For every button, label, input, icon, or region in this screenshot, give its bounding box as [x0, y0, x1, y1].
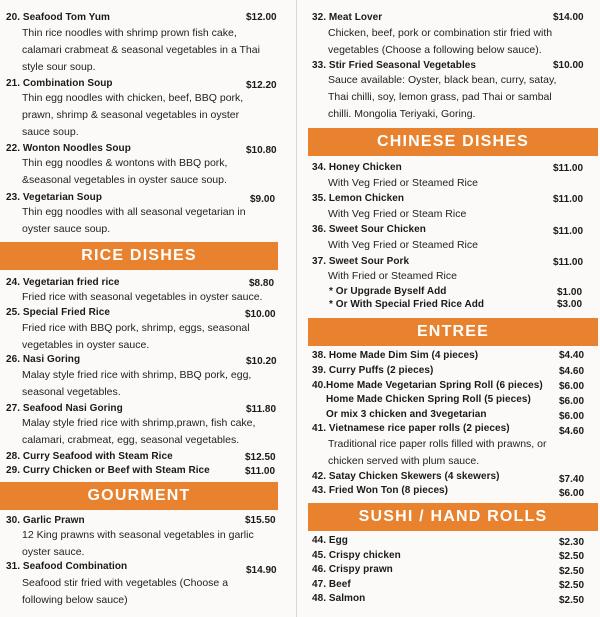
item-price: $11.00 — [553, 226, 584, 237]
item-price: $4.40 — [559, 350, 585, 361]
item-price: $6.00 — [559, 381, 585, 392]
item-price: $2.50 — [559, 551, 585, 562]
item-description: Thin egg noodles with all seasonal vegetarian in oyster sauce soup. — [22, 206, 246, 235]
item-price: $9.00 — [250, 194, 276, 205]
item-price: $12.20 — [246, 80, 277, 91]
item-name: 48. Salmon — [312, 593, 366, 604]
item-name: 35. Lemon Chicken — [312, 193, 404, 204]
item-description: With Veg Fried or Steamed Rice — [328, 177, 478, 189]
item-description: With Veg Fried or Steam Rice — [328, 208, 467, 220]
item-name: 40.Home Made Vegetarian Spring Roll (6 pieces) — [312, 380, 543, 391]
item-description: Thin egg noodles with chicken, beef, BBQ pork, prawn, shrimp & seasonal vegetables in oyster sauce soup. — [22, 92, 244, 138]
item-price: $11.00 — [553, 163, 584, 174]
item-name: 41. Vietnamese rice paper rolls (2 pieces) — [312, 423, 510, 434]
item-price: $15.50 — [245, 515, 276, 526]
item-name: 33. Stir Fried Seasonal Vegetables — [312, 60, 476, 71]
item-price: $14.90 — [246, 565, 277, 576]
item-description: Malay style fried rice with shrimp, BBQ pork, egg, seasonal vegetables. — [22, 369, 252, 398]
item-description: With Veg Fried or Steamed Rice — [328, 239, 478, 251]
item-description: Thin egg noodles & wontons with BBQ pork, &seasonal vegetables in oyster sauce soup. — [22, 157, 228, 186]
item-name: 36. Sweet Sour Chicken — [312, 224, 426, 235]
item-description: With Fried or Steamed Rice — [328, 270, 457, 282]
item-price: $2.50 — [559, 580, 585, 591]
item-price: $2.50 — [559, 595, 585, 606]
item-price: $2.30 — [559, 537, 585, 548]
item-name: 46. Crispy prawn — [312, 564, 393, 575]
item-price: $3.00 — [557, 299, 583, 310]
item-name: 44. Egg — [312, 535, 348, 546]
item-name: 38. Home Made Dim Sim (4 pieces) — [312, 350, 479, 361]
item-name: 34. Honey Chicken — [312, 162, 402, 173]
item-price: $4.60 — [559, 366, 585, 377]
item-description: Chicken, beef, pork or combination stir fried with vegetables (Choose a following below sauce). — [328, 27, 553, 56]
item-description: Fried rice with BBQ pork, shrimp, eggs, seasonal vegetables in oyster sauce. — [22, 322, 250, 351]
item-name: 26. Nasi Goring — [6, 354, 81, 365]
item-description: Traditional rice paper rolls filled with prawns, or chicken served with plum sauce. — [328, 438, 547, 467]
item-price: $12.00 — [246, 12, 277, 23]
item-name: 29. Curry Chicken or Beef with Steam Rice — [6, 465, 210, 476]
item-price: $6.00 — [559, 396, 585, 407]
item-name: 20. Seafood Tom Yum — [6, 12, 110, 23]
item-price: $7.40 — [559, 474, 585, 485]
item-description: Seafood stir fried with vegetables (Choose a following below sauce) — [22, 577, 229, 606]
item-description: Malay style fried rice with shrimp,prawn, fish cake, calamari, crabmeat, egg, seasonal vegetables. — [22, 417, 256, 446]
item-price: $12.50 — [245, 452, 276, 463]
item-price: $6.00 — [559, 488, 585, 499]
item-name: 23. Vegetarian Soup — [6, 192, 102, 203]
item-name: 25. Special Fried Rice — [6, 307, 110, 318]
item-price: $1.00 — [557, 287, 583, 298]
item-price: $6.00 — [559, 411, 585, 422]
section-banner-gourment: GOURMENT — [0, 482, 278, 510]
item-name: 37. Sweet Sour Pork — [312, 256, 410, 267]
item-name: 45. Crispy chicken — [312, 550, 401, 561]
item-price: $11.80 — [246, 404, 277, 415]
item-price: $11.00 — [553, 257, 584, 268]
item-name: 43. Fried Won Ton (8 pieces) — [312, 485, 449, 496]
item-description: Fried rice with seasonal vegetables in oyster sauce. — [22, 291, 263, 303]
item-name: 24. Vegetarian fried rice — [6, 277, 120, 288]
item-price: $2.50 — [559, 566, 585, 577]
item-name: 22. Wonton Noodles Soup — [6, 143, 131, 154]
item-description: 12 King prawns with seasonal vegetables in garlic oyster sauce. — [22, 529, 254, 558]
item-price: $10.20 — [246, 356, 277, 367]
item-name: 28. Curry Seafood with Steam Rice — [6, 451, 173, 462]
item-price: $14.00 — [553, 12, 584, 23]
item-name: Home Made Chicken Spring Roll (5 pieces) — [326, 394, 531, 405]
item-description: Thin rice noodles with shrimp prown fish cake, calamari crabmeat & seasonal vegetables in a Thai style sour soup. — [22, 27, 260, 73]
item-name: * Or Upgrade Byself Add — [329, 286, 447, 297]
item-name: 27. Seafood Nasi Goring — [6, 403, 123, 414]
column-divider — [296, 0, 297, 617]
item-price: $10.00 — [553, 60, 584, 71]
item-name: 31. Seafood Combination — [6, 561, 128, 572]
item-description: Sauce available: Oyster, black bean, curry, satay, Thai chilli, soy, lemon grass, pad Thai or sambal chilli. Mongolia Teriyaki, Goring. — [328, 74, 557, 120]
section-banner-entree: ENTREE — [308, 318, 598, 346]
item-price: $11.00 — [245, 466, 276, 477]
item-price: $10.00 — [245, 309, 276, 320]
item-price: $8.80 — [249, 278, 275, 289]
item-price: $4.60 — [559, 426, 585, 437]
item-name: 47. Beef — [312, 579, 351, 590]
item-price: $10.80 — [246, 145, 277, 156]
item-name: 39. Curry Puffs (2 pieces) — [312, 365, 434, 376]
section-banner-sushi-hand-rolls: SUSHI / HAND ROLLS — [308, 503, 598, 531]
item-name: 30. Garlic Prawn — [6, 515, 85, 526]
item-price: $11.00 — [553, 194, 584, 205]
item-name: 42. Satay Chicken Skewers (4 skewers) — [312, 471, 500, 482]
item-name: Or mix 3 chicken and 3vegetarian — [326, 409, 487, 420]
item-name: 21. Combination Soup — [6, 78, 113, 89]
item-name: 32. Meat Lover — [312, 12, 383, 23]
section-banner-chinese-dishes: CHINESE DISHES — [308, 128, 598, 156]
section-banner-rice-dishes: RICE DISHES — [0, 242, 278, 270]
item-name: * Or With Special Fried Rice Add — [329, 299, 485, 310]
